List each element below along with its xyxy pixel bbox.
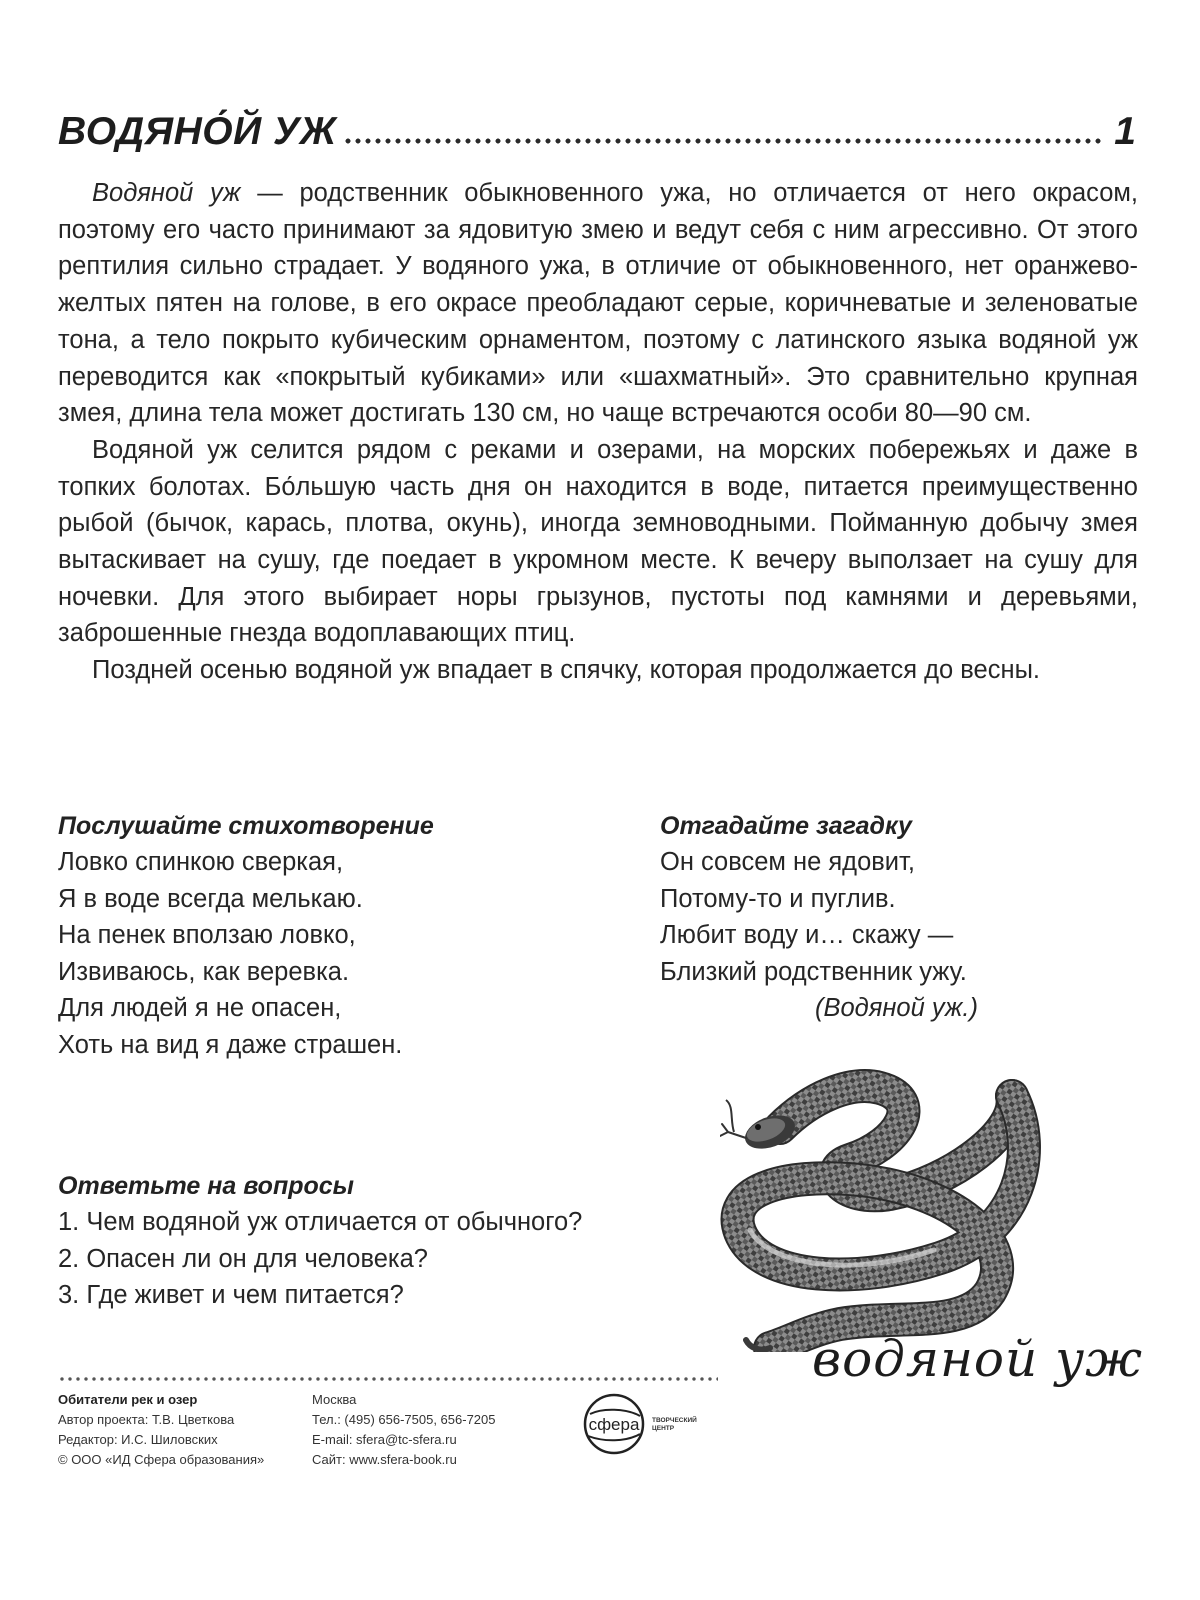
title-leader-dots [343,137,1105,145]
questions-list [58,1204,698,1314]
snake-illustration [720,1062,1060,1352]
cursive-caption: водяной уж [812,1330,1143,1388]
question-item: 2. Опасен ли он для человека? [58,1244,428,1273]
questions-heading: Ответьте на вопросы [58,1172,355,1200]
poem-line: Хоть на вид я даже страшен. [58,1030,403,1059]
footer-credits [58,1390,264,1470]
footer-contacts [312,1390,496,1470]
riddle-answer: (Водяной уж.) [814,994,978,1022]
poem-block [58,808,598,1063]
logo-tagline-1: ТВОРЧЕСКИЙ [652,1417,697,1424]
riddle-line: Любит воду и… скажу — [660,921,954,949]
article-paragraph-1 [58,175,1138,432]
article-term: Водяной уж [92,179,241,207]
riddle-block [660,808,1080,1027]
riddle-line: Он совсем не ядовит, [660,848,915,876]
article-body [58,175,1138,689]
poem-line: Извиваюсь, как веревка. [58,957,350,986]
footer-author: Автор проекта: Т.В. Цветкова [58,1412,235,1427]
poem-line: Для людей я не опасен, [58,994,342,1022]
riddle-line: Близкий родственник ужу. [660,957,967,986]
logo-name: сфера [588,1415,640,1434]
article-paragraph-1-text: — родственник обыкновенного ужа, но отличается от него окрасом, поэтому его часто принимают за ядовитую змею и ведут себя с ним агрессивно. От этого рептилия сильно страдает. У водяного ужа, в отличие от обыкновенного, нет оранжево-желтых пятен на голове, в его окрасе преобладают серые, коричневатые и зеленоватые тона, а тело покрыто кубическим орнаментом, поэтому с латинского языка водяной уж переводится как «покрытый кубиками» или «шахматный». Это сравнительно крупная змея, длина тела может достигать 130 см, но чаще встречаются особи 80—90 см. [58,179,1139,428]
footer-site: Сайт: www.sfera-book.ru [312,1452,457,1467]
article-paragraph-2: Водяной уж селится рядом с реками и озерами, на морских побережьях и даже в топких болотах. Бо́льшую часть дня он находится в воде, питается преимущественно рыбой (бычок, карась, плотва, окунь), иногда земноводными. Пойманную добычу змея вытаскивает на сушу, где поедает в укромном месте. К вечеру выползает на сушу для ночевки. Для этого выбирает норы грызунов, пустоты под камнями и деревьями, заброшенные гнезда водоплавающих птиц. [58,435,1138,648]
riddle-line: Потому-то и пуглив. [660,884,896,913]
footer-editor: Редактор: И.С. Шиловских [58,1432,218,1447]
footer-email: E-mail: sfera@tc-sfera.ru [312,1432,457,1447]
poem-line: Ловко спинкою сверкая, [58,848,344,876]
footer-phone: Тел.: (495) 656-7505, 656-7205 [312,1412,496,1427]
logo-tagline-2: ЦЕНТР [652,1425,675,1432]
footer-city: Москва [312,1392,357,1407]
footer-series: Обитатели рек и озер [58,1392,198,1407]
question-item: 1. Чем водяной уж отличается от обычного? [58,1208,583,1236]
page-title: ВОДЯНО́Й УЖ [58,110,337,153]
publisher-logo [582,1392,722,1456]
footer-divider [58,1376,718,1382]
poem-heading: Послушайте стихотворение [58,812,434,840]
poem-line: Я в воде всегда мелькаю. [58,884,363,913]
article-paragraph-3: Поздней осенью водяной уж впадает в спячку, которая продолжается до весны. [92,656,1040,685]
riddle-heading: Отгадайте загадку [660,812,912,840]
footer-copyright: © ООО «ИД Сфера образования» [58,1452,265,1467]
title-row [58,104,1136,154]
poem-line: На пенек вползаю ловко, [58,921,356,949]
page-number: 1 [1114,110,1136,153]
question-item: 3. Где живет и чем питается? [58,1281,404,1309]
questions-block [58,1168,698,1314]
